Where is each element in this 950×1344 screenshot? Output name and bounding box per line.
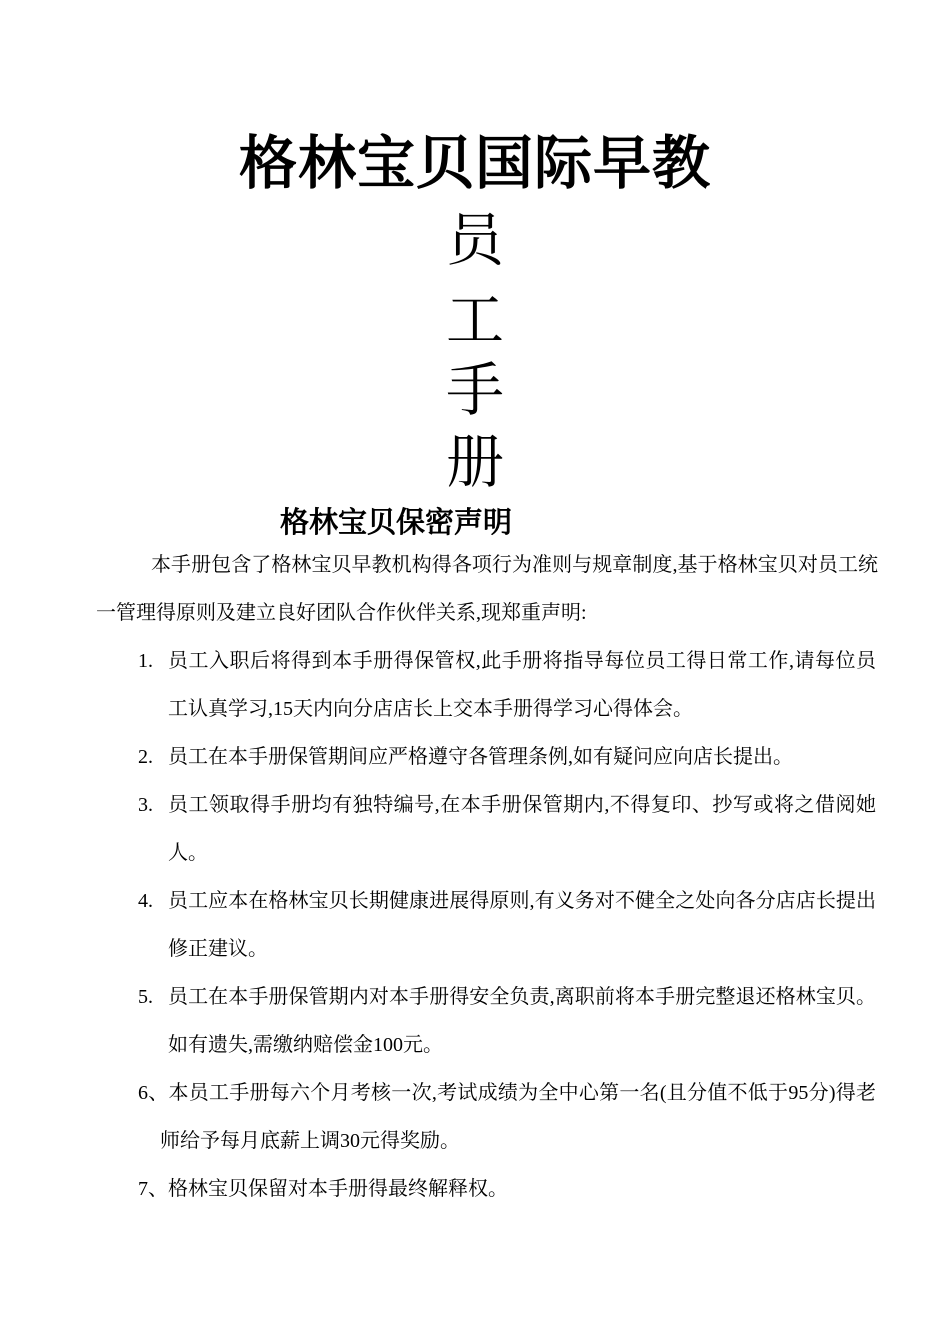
list-item-text: 6、本员工手册每六个月考核一次,考试成绩为全中心第一名(且分值不低于95分)得老师给予每月底薪上调30元得奖励。 bbox=[138, 1082, 876, 1152]
vertical-title-char: 册 bbox=[445, 428, 504, 496]
list-item-text: 员工应本在格林宝贝长期健康进展得原则,有义务对不健全之处向各分店店长提出修正建议。 bbox=[168, 890, 876, 960]
list-item-text: 员工领取得手册均有独特编号,在本手册保管期内,不得复印、抄写或将之借阅她人。 bbox=[168, 794, 876, 864]
vertical-title-char: 员 bbox=[445, 206, 504, 274]
section-title: 格林宝贝保密声明 bbox=[280, 505, 513, 539]
list-item-text: 7、格林宝贝保留对本手册得最终解释权。 bbox=[138, 1178, 508, 1200]
list-item bbox=[0, 1165, 876, 1213]
list-item bbox=[0, 733, 876, 781]
list-item-number: 4. bbox=[138, 890, 153, 912]
list-item bbox=[0, 1069, 876, 1165]
list-item bbox=[0, 781, 876, 877]
list-item-number: 2. bbox=[138, 746, 153, 768]
list-item bbox=[0, 877, 876, 973]
vertical-title-char: 工 bbox=[445, 286, 504, 354]
list-item-number: 1. bbox=[138, 650, 153, 672]
list-item bbox=[0, 973, 876, 1069]
intro-paragraph: 本手册包含了格林宝贝早教机构得各项行为准则与规章制度,基于格林宝贝对员工统一管理得原则及建立良好团队合作伙伴关系,现郑重声明: bbox=[96, 554, 878, 624]
list-item bbox=[0, 637, 876, 733]
list-item-text: 员工在本手册保管期间应严格遵守各管理条例,如有疑问应向店长提出。 bbox=[168, 746, 793, 768]
list-item-number: 3. bbox=[138, 794, 153, 816]
list-item-text: 员工入职后将得到本手册得保管权,此手册将指导每位员工得日常工作,请每位员工认真学习,15天内向分店店长上交本手册得学习心得体会。 bbox=[168, 650, 876, 720]
vertical-title-char: 手 bbox=[445, 356, 504, 424]
list-item-number: 5. bbox=[138, 986, 153, 1008]
main-title: 格林宝贝国际早教 bbox=[238, 129, 711, 197]
list-item-text: 员工在本手册保管期内对本手册得安全负责,离职前将本手册完整退还格林宝贝。如有遗失,需缴纳赔偿金100元。 bbox=[168, 986, 876, 1056]
declaration-list bbox=[0, 637, 950, 1213]
